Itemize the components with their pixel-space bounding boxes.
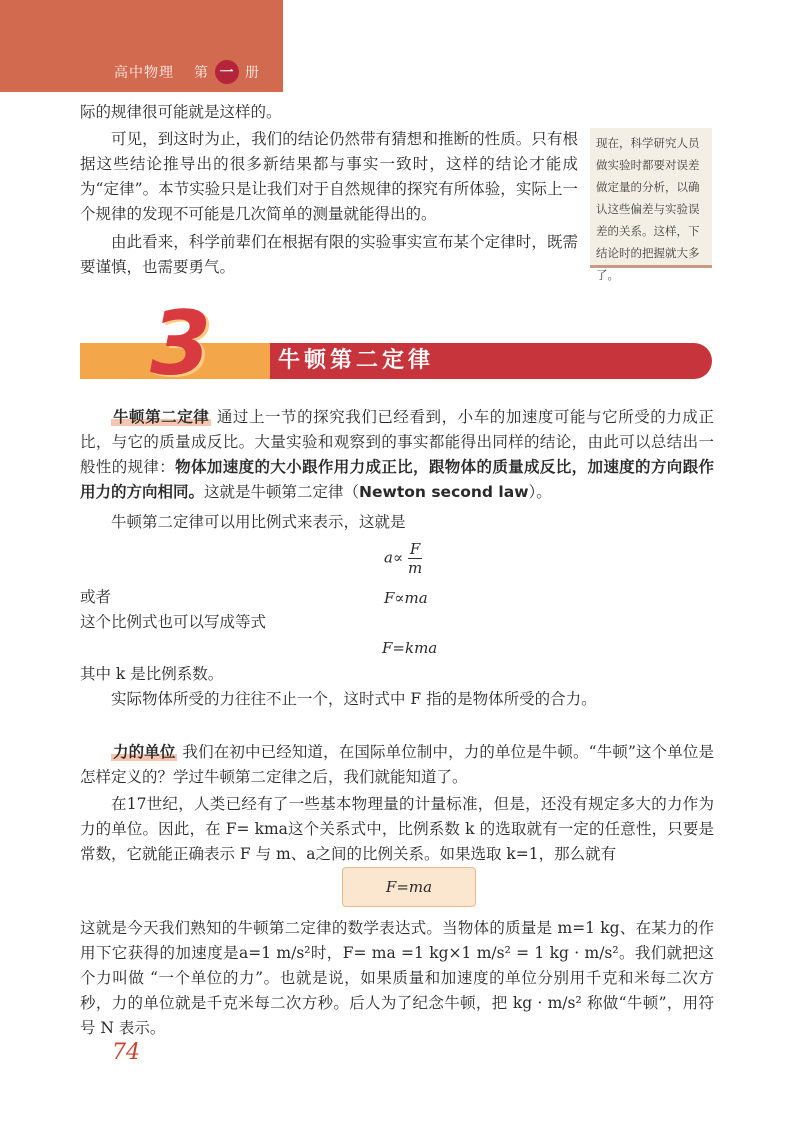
net-force-note: 实际物体所受的力往往不止一个，这时式中 F 指的是物体所受的合力。 xyxy=(111,690,597,708)
fraction-numerator: F xyxy=(409,540,421,558)
force-unit-paragraph xyxy=(80,740,714,790)
law-paragraph xyxy=(80,405,714,505)
law-text-c: 这就是牛顿第二定律（ xyxy=(204,483,360,501)
keyword-force-unit: 力的单位 xyxy=(113,743,176,761)
margin-note: 现在，科学研究人员做实验时都要对误差做定量的分析，以确认这些偏差与实验误差的关系。这样，下结论时的把握就大多了。 xyxy=(590,128,712,268)
running-header xyxy=(114,60,260,84)
definition-paragraph: 这就是今天我们熟知的牛顿第二定律的数学表达式。当物体的质量是 m=1 kg、在某力的作用下它获得的加速度是a=1 m/s²时，F= ma =1 kg×1 m/s² = 1 kg · m/s²。我们就把这个力叫做 “一个单位的力”。也就是说，如果质量和加速度的单位分别用千克和米每二次方秒，力的单位就是千克米每二次方秒。后人为了纪念牛顿，把 kg · m/s² 称做“牛顿”，用符号 N 表示。 xyxy=(80,919,714,1037)
highlighted-formula: F=ma xyxy=(342,867,476,907)
law-text-a: 通过上一节的探究我们已经看到，小车的加速度可能与它所受的力成正比，与它的质量成反比。大量实验和观察到的事实都能得出同样的结论，由此可以总结出一般性的规律： xyxy=(80,408,714,476)
force-unit-text: 我们在初中已经知道，在国际单位制中，力的单位是牛顿。“牛顿”这个单位是怎样定义的？学过牛顿第二定律之后，我们就能知道了。 xyxy=(80,743,714,786)
law-text-d: ）。 xyxy=(528,483,552,501)
proportion-intro: 牛顿第二定律可以用比例式来表示，这就是 xyxy=(111,513,406,531)
equation-intro: 这个比例式也可以写成等式 xyxy=(80,613,267,631)
fraction xyxy=(408,540,422,577)
volume-prefix: 第 xyxy=(194,65,209,81)
book-title: 高中物理 xyxy=(114,65,174,81)
law-statement: 物体加速度的大小跟作用力成正比，跟物体的质量成反比，加速度的方向跟作用力的方向相同。 xyxy=(80,458,714,501)
history-paragraph: 在17世纪，人类已经有了一些基本物理量的计量标准，但是，还没有规定多大的力作为力的单位。因此，在 F= kma这个关系式中，比例系数 k 的选取就有一定的任意性，只要是常数，它就能正确表示 F 与 m、a之间的比例关系。如果选取 k=1，那么就有 xyxy=(80,795,714,863)
keyword-newton-second-law: 牛顿第二定律 xyxy=(113,408,210,426)
section-title: 牛顿第二定律 xyxy=(278,348,435,373)
formula-proportional: F∝ma xyxy=(384,589,428,607)
volume-number-badge: 一 xyxy=(215,60,239,84)
intro-paragraph-2: 可见，到这时为止，我们的结论仍然带有猜想和推断的性质。只有根据这些结论推导出的很多新结果都与事实一致时，这样的结论才能成为“定律”。本节实验只是让我们对于自然规律的探究有所体验，实际上一个规律的发现不可能是几次简单的测量就能得出的。 xyxy=(80,130,578,223)
intro-paragraph-1: 际的规律很可能就是这样的。 xyxy=(80,103,282,121)
law-english-name: Newton second law xyxy=(359,483,529,501)
fraction-denominator: m xyxy=(407,559,423,577)
formula-with-k: F=kma xyxy=(382,639,438,657)
section-number: 3 xyxy=(150,292,212,395)
volume-suffix: 册 xyxy=(245,65,260,81)
or-label: 或者 xyxy=(80,588,112,606)
page-number: 74 xyxy=(112,1040,140,1065)
k-explanation: 其中 k 是比例系数。 xyxy=(80,665,224,683)
formula-proportional-fraction xyxy=(384,540,422,577)
formula-lhs: a∝ xyxy=(384,548,404,567)
intro-paragraph-3: 由此看来，科学前辈们在根据有限的实验事实宣布某个定律时，既需要谨慎，也需要勇气。 xyxy=(80,233,578,276)
